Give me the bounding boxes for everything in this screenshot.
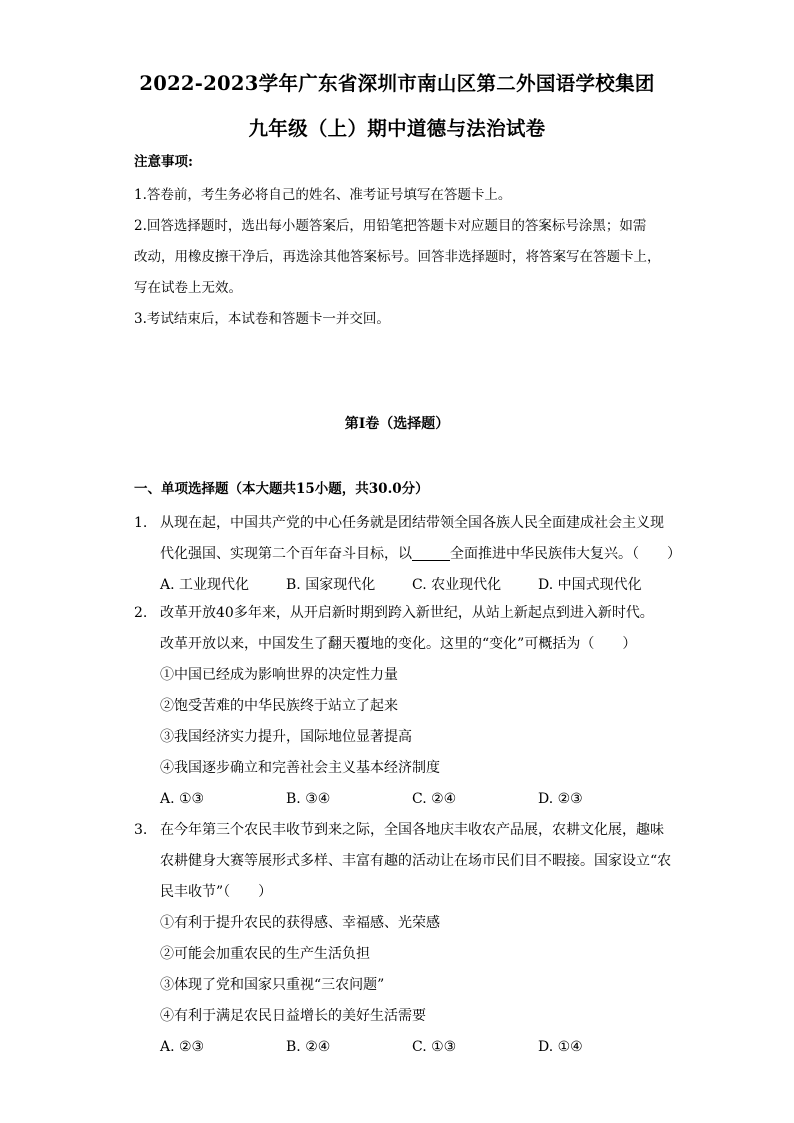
question-text-line: 从现在起，中国共产党的中心任务就是团结带领全国各族人民全面建成社会主义现 — [160, 515, 664, 531]
notice-item-2-line1: 2.回答选择题时，选出每小题答案后，用铅笔把答题卡对应题目的答案标号涂黑；如需 — [134, 218, 647, 234]
option-row — [160, 784, 665, 815]
question-number: 2. — [134, 605, 148, 621]
option-d: D. ②③ — [538, 791, 583, 807]
question-text-part: 代化强国、实现第二个百年奋斗目标，以 — [160, 546, 412, 562]
statement-3: ③体现了党和国家只重视“三农问题” — [160, 977, 385, 993]
question-text-line — [160, 539, 681, 570]
question-text-line: 改革开放以来，中国发生了翻天覆地的变化。这里的“变化”可概括为（ ） — [160, 636, 637, 652]
exam-title-line1: 2022-2023学年广东省深圳市南山区第二外国语学校集团 — [139, 72, 655, 95]
option-a: A. ②③ — [160, 1039, 205, 1055]
option-b: B. ③④ — [286, 791, 331, 807]
option-a: A. 工业现代化 — [160, 577, 250, 593]
option-c: C. ①③ — [412, 1039, 457, 1055]
part-heading: 一、单项选择题（本大题共15小题，共30.0分） — [134, 481, 429, 497]
notice-item-1: 1.答卷前，考生务必将自己的姓名、准考证号填写在答题卡上。 — [134, 187, 512, 203]
notice-item-3: 3.考试结束后，本试卷和答题卡一并交回。 — [134, 311, 390, 327]
option-b: B. 国家现代化 — [286, 577, 376, 593]
option-c: C. 农业现代化 — [412, 577, 502, 593]
notice-item-2-line2: 改动，用橡皮擦干净后，再选涂其他答案标号。回答非选择题时，将答案写在答题卡上， — [134, 249, 661, 265]
question-text-line: 改革开放40多年来，从开启新时期到跨入新世纪，从站上新起点到进入新时代。 — [160, 605, 654, 621]
exam-title-line2: 九年级（上）期中道德与法治试卷 — [248, 117, 546, 140]
statement-4: ④有利于满足农民日益增长的美好生活需要 — [160, 1008, 426, 1024]
option-d: D. ①④ — [538, 1039, 583, 1055]
question-text-line: 民丰收节”（ ） — [160, 884, 273, 900]
question-number: 3. — [134, 822, 148, 838]
notice-heading: 注意事项: — [134, 154, 193, 170]
question-number: 1. — [134, 515, 148, 531]
notice-section — [134, 150, 664, 335]
option-row — [160, 570, 665, 601]
option-row — [160, 1032, 665, 1063]
fill-blank — [412, 546, 450, 561]
notice-item-2-line3: 写在试卷上无效。 — [134, 280, 242, 296]
statement-1: ①中国已经成为影响世界的决定性力量 — [160, 667, 398, 683]
statement-2: ②可能会加重农民的生产生活负担 — [160, 946, 370, 962]
statement-1: ①有利于提升农民的获得感、幸福感、光荣感 — [160, 915, 440, 931]
option-c: C. ②④ — [412, 791, 457, 807]
option-d: D. 中国式现代化 — [538, 577, 642, 593]
option-a: A. ①③ — [160, 791, 205, 807]
section-title: 第I卷（选择题） — [344, 416, 450, 432]
statement-2: ②饱受苦难的中华民族终于站立了起来 — [160, 698, 398, 714]
option-b: B. ②④ — [286, 1039, 331, 1055]
question-text-line: 农耕健身大赛等展形式多样、丰富有趣的活动让在场市民们目不暇接。国家设立“农 — [160, 853, 672, 869]
question-text-line: 在今年第三个农民丰收节到来之际，全国各地庆丰收农产品展，农耕文化展，趣味 — [160, 822, 664, 838]
statement-3: ③我国经济实力提升，国际地位显著提高 — [160, 729, 412, 745]
statement-4: ④我国逐步确立和完善社会主义基本经济制度 — [160, 760, 440, 776]
question-text-part: 全面推进中华民族伟大复兴。（ ） — [450, 546, 681, 562]
